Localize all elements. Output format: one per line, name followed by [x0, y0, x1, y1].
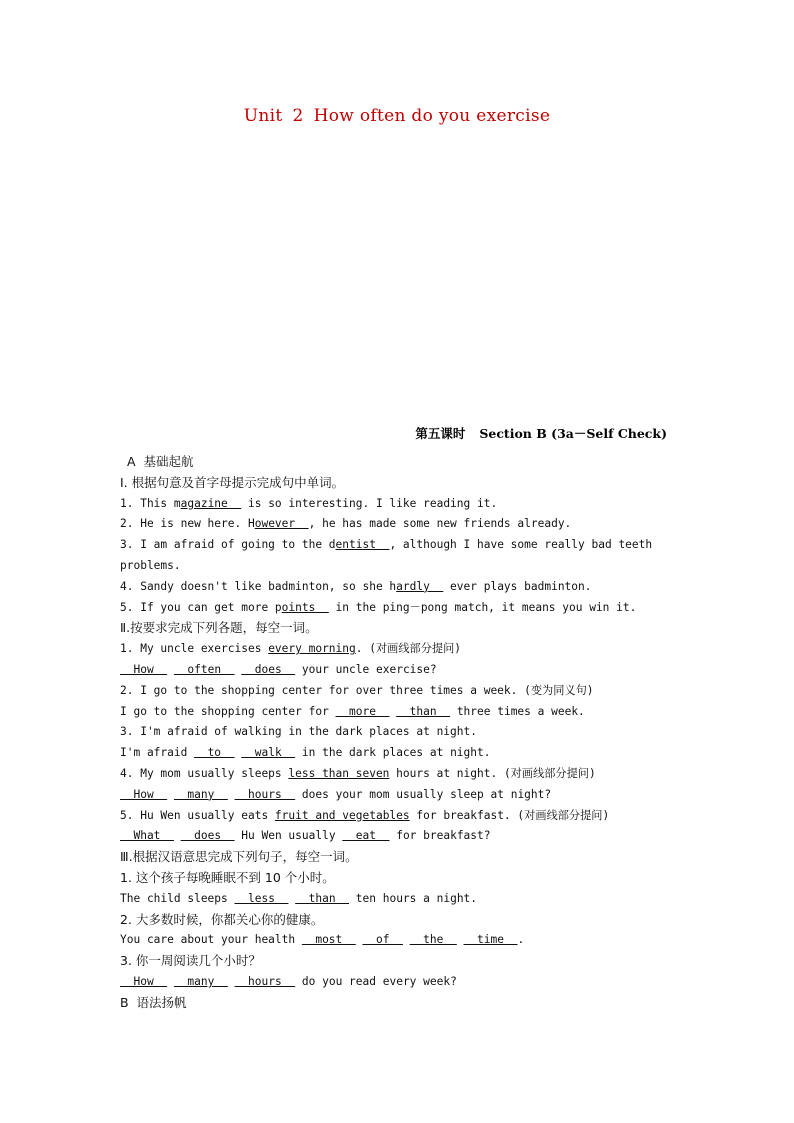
- s3-answer-3: How many hours do you read every week?: [120, 974, 457, 988]
- part-a-heading: A 基础起航: [127, 454, 194, 469]
- s1-question-3-continued: problems.: [120, 558, 181, 572]
- answer-blank: How: [120, 662, 168, 676]
- underlined-phrase: less than seven: [288, 766, 390, 780]
- s3-question-2: 2. 大多数时候，你都关心你的健康。: [120, 911, 324, 927]
- s1-question-1: 1. This magazine is so interesting. I like reading it.: [120, 496, 498, 510]
- answer-blank: oints: [281, 600, 329, 614]
- s1-question-5: 5. If you can get more points in the ping－pong match, it means you win it.: [120, 600, 637, 614]
- answer-blank: walk: [241, 746, 296, 760]
- answer-blank: the: [409, 933, 457, 947]
- underlined-phrase: every morning: [268, 642, 356, 656]
- answer-blank: hours: [234, 787, 296, 801]
- underlined-phrase: fruit and vegetables: [274, 808, 410, 822]
- title-number: 2: [292, 106, 304, 126]
- answer-blank: time: [463, 933, 518, 947]
- s2-question-3: 3. I'm afraid of walking in the dark places at night.: [120, 725, 477, 739]
- s3-question-3: 3. 你一周阅读几个小时？: [120, 953, 261, 969]
- answer-blank: How: [120, 787, 168, 801]
- s2-answer-5: What does Hu Wen usually eat for breakfast?: [120, 829, 491, 843]
- answer-blank: than: [295, 891, 350, 905]
- s3-question-1: 1. 这个孩子每晚睡眠不到 10 个小时。: [120, 869, 335, 885]
- answer-blank: many: [173, 787, 228, 801]
- page-title: [0, 106, 794, 126]
- section-2-heading: Ⅱ.按要求完成下列各题，每空一词。: [120, 620, 318, 636]
- lesson-label: 第五课时: [415, 426, 466, 441]
- s2-question-4: 4. My mom usually sleeps less than seven hours at night. (对画线部分提问): [120, 766, 596, 780]
- answer-blank: more: [335, 704, 390, 718]
- answer-blank: often: [173, 662, 235, 676]
- answer-blank: many: [173, 974, 228, 988]
- answer-blank: hours: [234, 974, 296, 988]
- answer-blank: of: [362, 933, 403, 947]
- s1-question-4: 4. Sandy doesn't like badminton, so she hardly ever plays badminton.: [120, 579, 592, 593]
- answer-blank: to: [194, 746, 235, 760]
- title-unit: Unit: [243, 106, 283, 126]
- answer-blank: agazine: [180, 496, 242, 510]
- s1-question-3: 3. I am afraid of going to the dentist , although I have some really bad teeth: [120, 538, 653, 552]
- s1-question-2: 2. He is new here. However , he has made some new friends already.: [120, 517, 572, 531]
- s3-answer-2: You care about your health most of the time .: [120, 933, 525, 947]
- s2-answer-2: I go to the shopping center for more than three times a week.: [120, 704, 585, 718]
- s2-answer-3: I'm afraid to walk in the dark places at night.: [120, 746, 491, 760]
- answer-blank: most: [301, 933, 356, 947]
- answer-blank: less: [234, 891, 289, 905]
- answer-blank: What: [120, 829, 174, 843]
- answer-blank: How: [120, 974, 168, 988]
- answer-blank: ardly: [396, 579, 444, 593]
- section-1-heading: Ⅰ. 根据句意及首字母提示完成句中单词。: [120, 474, 345, 490]
- answer-blank: does: [180, 829, 235, 843]
- answer-blank: owever: [254, 517, 309, 531]
- answer-blank: does: [241, 662, 296, 676]
- answer-blank: than: [396, 704, 451, 718]
- part-b-heading: B 语法扬帆: [120, 994, 187, 1010]
- section-label: Section B (3a－Self Check): [479, 426, 667, 441]
- section-heading: [415, 424, 667, 442]
- answer-blank: entist: [335, 538, 390, 552]
- answer-blank: eat: [342, 829, 390, 843]
- s2-answer-4: How many hours does your mom usually sleep at night?: [120, 787, 552, 801]
- s2-question-1: 1. My uncle exercises every morning. (对画线部分提问): [120, 642, 462, 656]
- s2-answer-1: How often does your uncle exercise?: [120, 662, 437, 676]
- title-text: How often do you exercise: [313, 106, 551, 126]
- s2-question-5: 5. Hu Wen usually eats fruit and vegetables for breakfast. (对画线部分提问): [120, 808, 610, 822]
- exercise-content: [120, 452, 700, 1014]
- s3-answer-1: The child sleeps less than ten hours a night.: [120, 891, 478, 905]
- s2-question-2: 2. I go to the shopping center for over three times a week. (变为同义句): [120, 683, 594, 697]
- section-3-heading: Ⅲ.根据汉语意思完成下列句子，每空一词。: [120, 849, 358, 865]
